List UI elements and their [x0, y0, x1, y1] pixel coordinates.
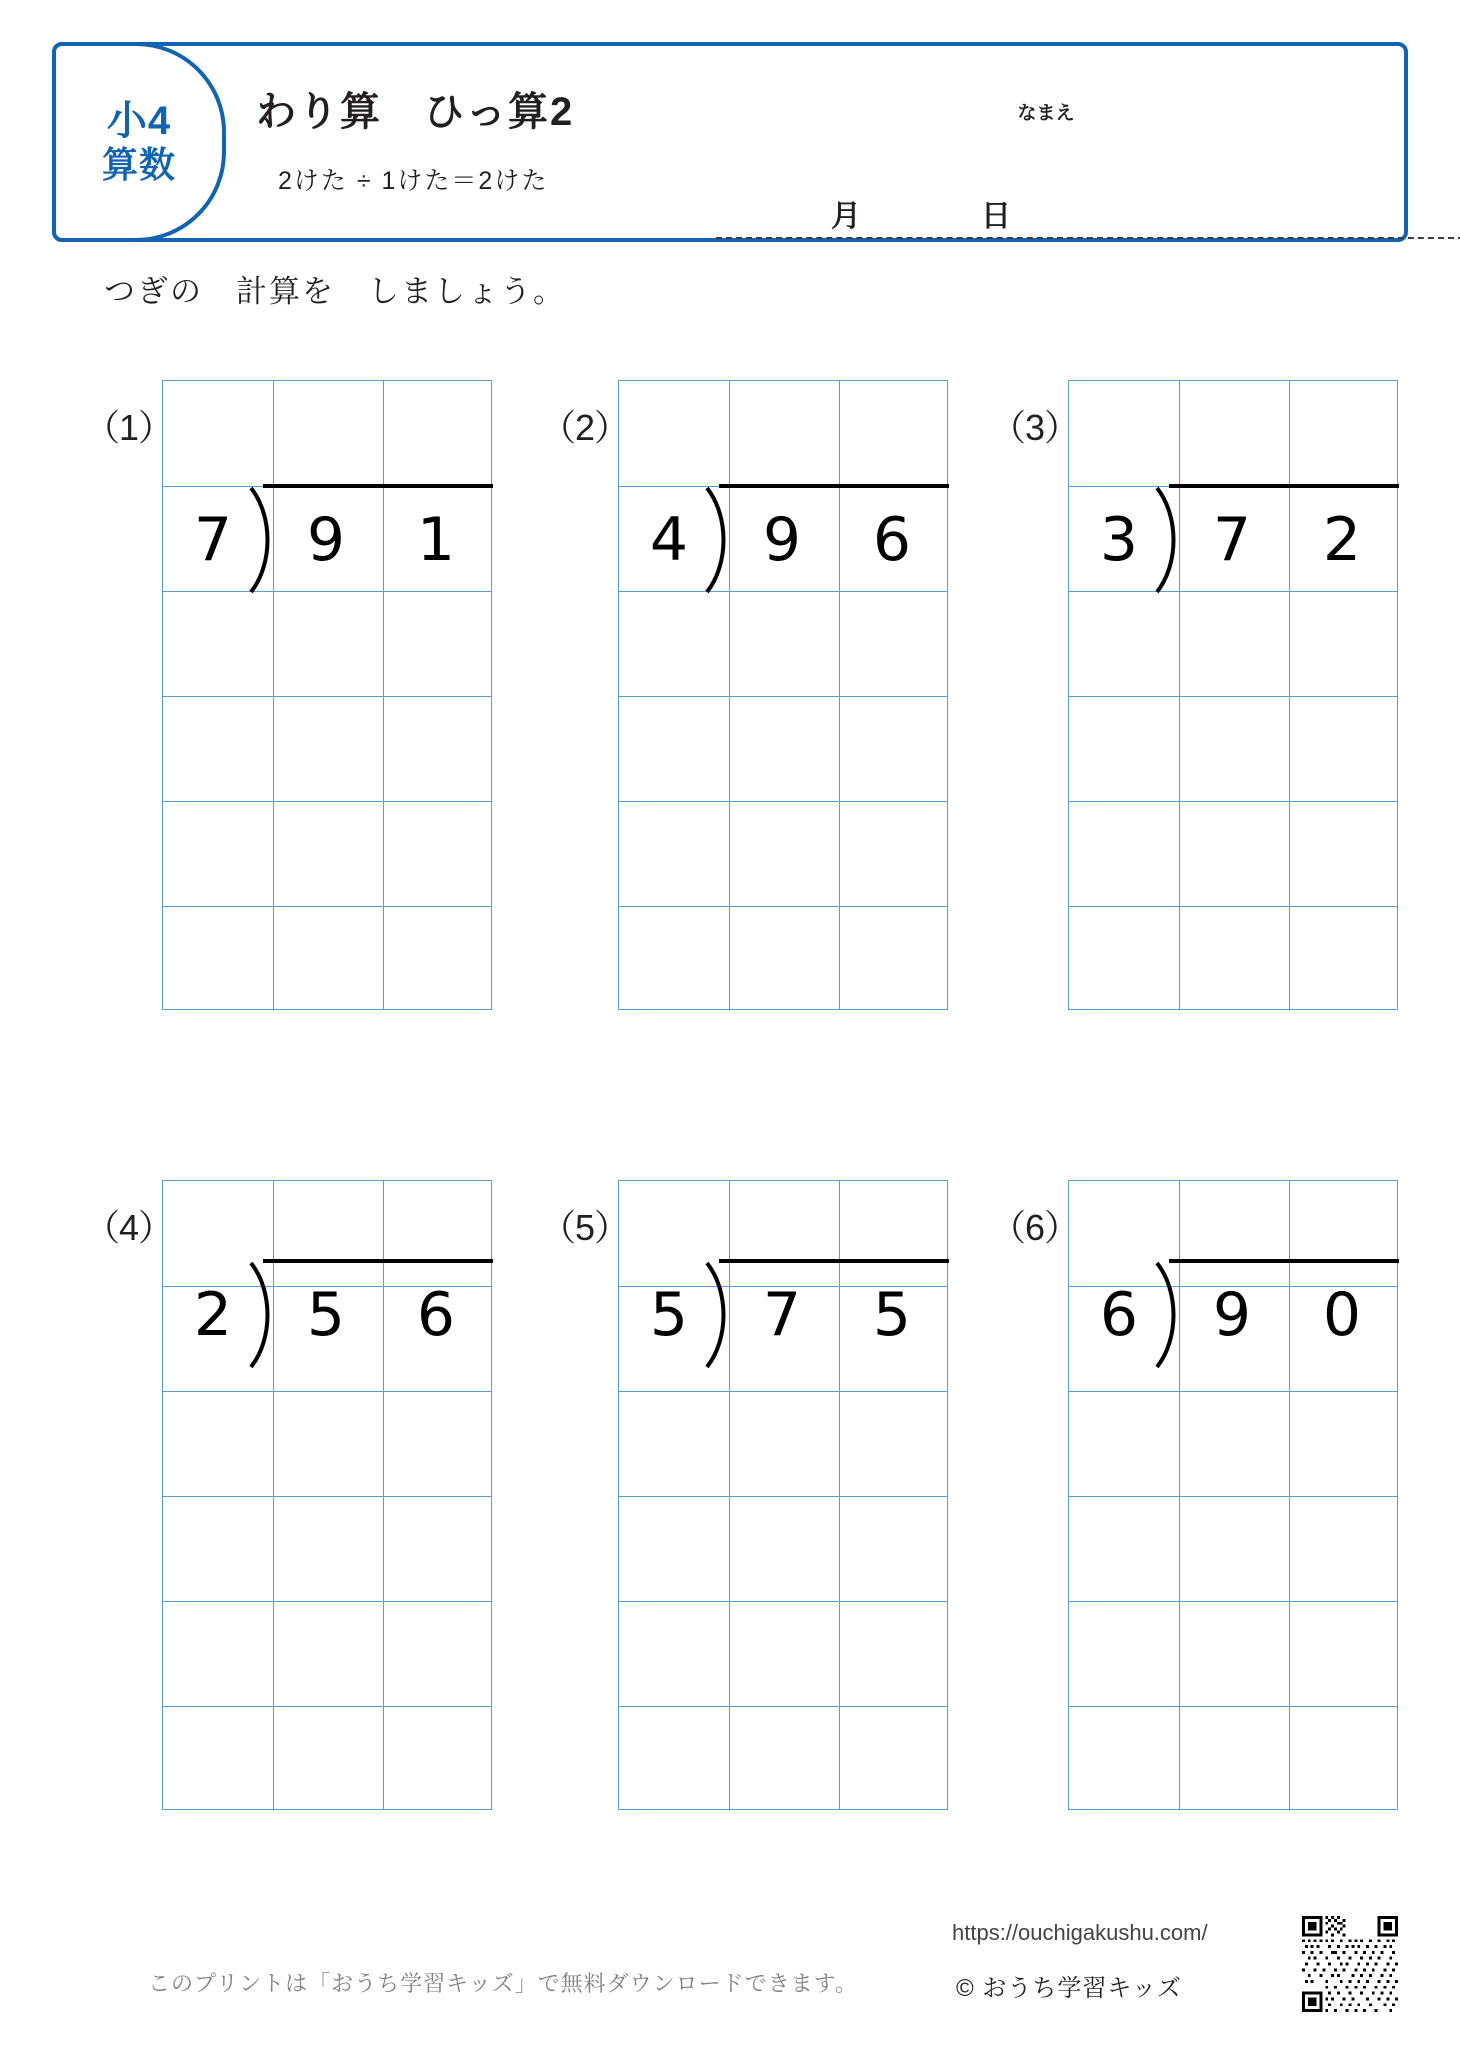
grid-hline	[163, 1706, 491, 1707]
grid-vline	[1179, 381, 1180, 1009]
footer-copyright: © おうち学習キッズ	[956, 1975, 1182, 2002]
grid-vline	[839, 381, 840, 1009]
problem-3	[990, 380, 1402, 1010]
footer-url-link[interactable]: https://ouchigakushu.com/	[952, 1920, 1208, 1945]
problem-4-divisor: 2	[193, 1280, 233, 1350]
problem-5-dividend-tens: 7	[762, 1280, 802, 1350]
problem-6-divisor: 6	[1099, 1280, 1139, 1350]
problem-5-dividend-ones: 5	[872, 1280, 912, 1350]
qr-code-icon	[1302, 1916, 1398, 2012]
problem-4-label: （4）	[84, 1207, 174, 1248]
grid-hline	[163, 1601, 491, 1602]
problem-2-divisor: 4	[649, 505, 689, 575]
grid-hline	[619, 1391, 947, 1392]
footer-note: このプリントは「おうち学習キッズ」で無料ダウンロードできます。	[148, 1971, 858, 1996]
grid-hline	[619, 801, 947, 802]
grid-vline	[273, 381, 274, 1009]
grid-hline	[1069, 1706, 1397, 1707]
grid-hline	[1069, 1496, 1397, 1497]
grid-hline	[619, 1706, 947, 1707]
problem-4-dividend-tens: 5	[306, 1280, 346, 1350]
problem-6	[990, 1180, 1402, 1810]
problem-6-grid	[1068, 1180, 1398, 1810]
problem-3-dividend-tens: 7	[1212, 505, 1252, 575]
grid-hline	[1069, 801, 1397, 802]
grid-hline	[1069, 906, 1397, 907]
title-block	[256, 80, 574, 197]
grid-hline	[619, 696, 947, 697]
page-subtitle: 2けた ÷ 1けた＝2けた	[278, 167, 549, 195]
grid-vline	[1289, 381, 1290, 1009]
problem-4-grid	[162, 1180, 492, 1810]
grade-badge-subject: 算数	[101, 144, 176, 186]
problem-1-dividend-tens: 9	[306, 505, 346, 575]
grid-hline	[163, 1496, 491, 1497]
grid-hline	[163, 906, 491, 907]
grid-hline	[163, 1391, 491, 1392]
problem-2-dividend-tens: 9	[762, 505, 802, 575]
problem-1	[84, 380, 496, 1010]
grid-vline	[729, 381, 730, 1009]
problem-6-label: （6）	[990, 1207, 1080, 1248]
problem-2-label: （2）	[540, 407, 630, 448]
grid-hline	[163, 801, 491, 802]
problem-3-dividend-ones: 2	[1322, 505, 1362, 575]
problem-4	[84, 1180, 496, 1810]
problem-1-label: （1）	[84, 407, 174, 448]
problem-1-grid	[162, 380, 492, 1010]
grade-badge-grade: 小4	[106, 99, 172, 144]
grid-hline	[619, 1496, 947, 1497]
month-label: 月	[831, 200, 861, 233]
problem-5	[540, 1180, 952, 1810]
name-write-line	[716, 237, 1460, 239]
grid-hline	[1069, 696, 1397, 697]
grid-hline	[619, 1601, 947, 1602]
problem-1-dividend-ones: 1	[416, 505, 456, 575]
grid-vline	[383, 381, 384, 1009]
grid-hline	[1069, 1391, 1397, 1392]
problem-2-dividend-ones: 6	[872, 505, 912, 575]
date-name-row	[716, 191, 1406, 231]
problem-2	[540, 380, 952, 1010]
day-label: 日	[981, 200, 1011, 233]
problem-5-label: （5）	[540, 1207, 630, 1248]
problem-3-label: （3）	[990, 407, 1080, 448]
problem-3-grid	[1068, 380, 1398, 1010]
grid-hline	[619, 906, 947, 907]
problem-2-grid	[618, 380, 948, 1010]
problem-5-divisor: 5	[649, 1280, 689, 1350]
grade-badge	[52, 42, 226, 242]
problem-3-divisor: 3	[1099, 505, 1139, 575]
grid-hline	[163, 696, 491, 697]
instruction-text: つぎの 計算を しましょう。	[104, 274, 566, 309]
problem-6-dividend-ones: 0	[1322, 1280, 1362, 1350]
problem-1-divisor: 7	[193, 505, 233, 575]
worksheet-header	[52, 42, 1408, 242]
page-title: わり算 ひっ算2	[256, 90, 575, 134]
grid-hline	[1069, 1601, 1397, 1602]
problem-6-dividend-tens: 9	[1212, 1280, 1252, 1350]
problem-4-dividend-ones: 6	[416, 1280, 456, 1350]
problem-5-grid	[618, 1180, 948, 1810]
name-label: なまえ	[1017, 103, 1075, 124]
